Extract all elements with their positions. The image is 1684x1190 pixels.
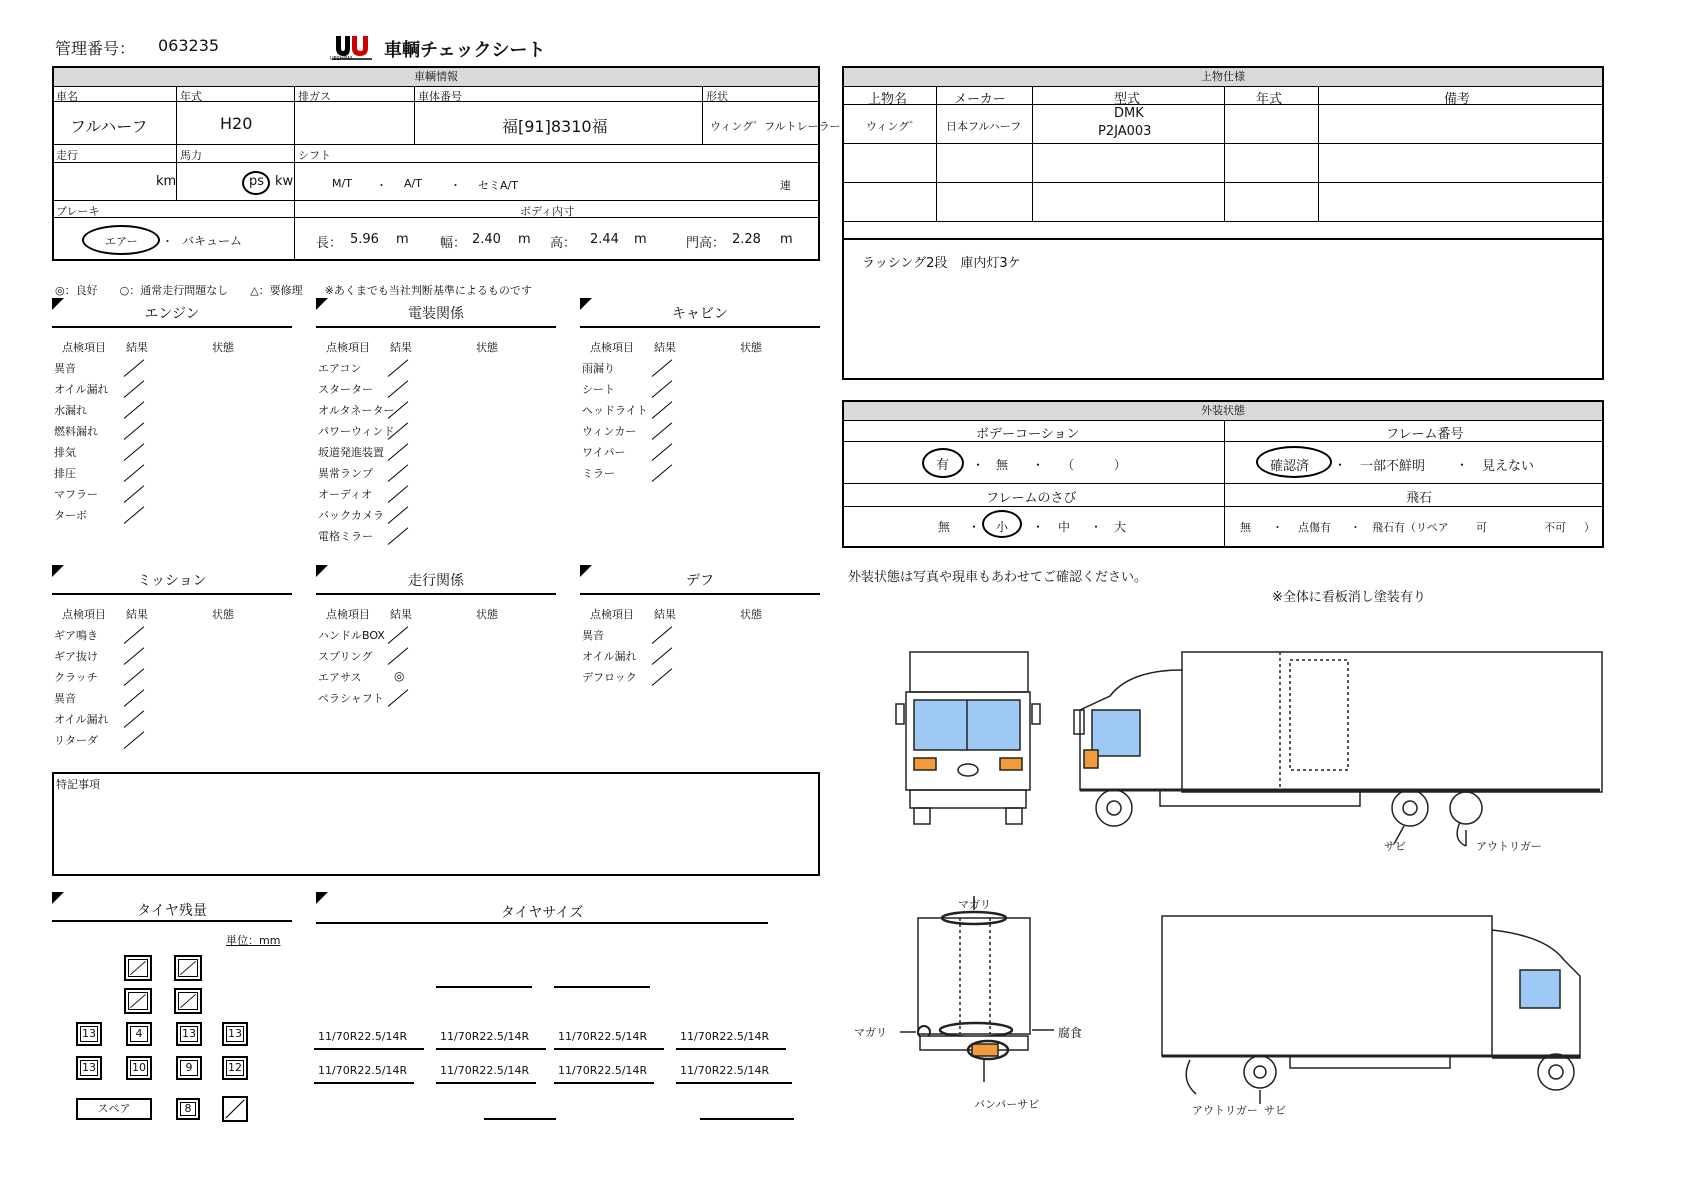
- spare-empty-box: [222, 1096, 248, 1122]
- mission-result-slash: [124, 647, 145, 664]
- tire-empty-box: [124, 988, 152, 1014]
- drive-head-result: 結果: [390, 608, 412, 621]
- value-name: フルハーフ: [70, 117, 148, 136]
- label-year: 年式: [180, 90, 202, 103]
- upper-value-maker: 日本フルハーフ: [946, 120, 1022, 133]
- sheet-title: 車輌チェックシート: [384, 40, 546, 61]
- dim-height: 2.44: [590, 232, 619, 247]
- mission-result-slash: [124, 710, 145, 727]
- electric-item: 異常ランプ: [318, 467, 373, 480]
- tire-remain-box: 13: [76, 1056, 102, 1080]
- label-brake: ブレーキ: [56, 205, 100, 218]
- electric-item: オーディオ: [318, 488, 373, 501]
- electric-result-slash: [388, 527, 409, 544]
- dim-door-height: 2.28: [732, 232, 761, 247]
- upper-spec-box: [842, 66, 1604, 380]
- shift-semi-at: セミA/T: [478, 179, 518, 192]
- tire-remain-box: 13: [222, 1022, 248, 1046]
- diff-item: 異音: [582, 629, 604, 642]
- mission-item: 異音: [54, 692, 76, 705]
- special-title: 特記事項: [56, 778, 100, 791]
- spare-label: スペア: [76, 1098, 152, 1120]
- engine-result-slash: [124, 485, 145, 502]
- diff-result-slash: [652, 647, 673, 664]
- upper-value-model2: P2JA003: [1098, 124, 1152, 139]
- cabin-item: ミラー: [582, 467, 615, 480]
- mission-result-slash: [124, 731, 145, 748]
- engine-result-slash: [124, 464, 145, 481]
- unit-km: km: [156, 174, 177, 189]
- cabin-head-result: 結果: [654, 341, 676, 354]
- tire-remain-title: タイヤ残量: [52, 900, 292, 922]
- engine-head-result: 結果: [126, 341, 148, 354]
- engine-item: 水漏れ: [54, 404, 87, 417]
- label-sabi-1: サビ: [1384, 840, 1406, 853]
- mission-head-state: 状態: [212, 608, 234, 621]
- mgmt-number: 063235: [158, 36, 220, 55]
- mission-item: リターダ: [54, 734, 98, 747]
- label-frame-no: フレーム番号: [1386, 427, 1464, 442]
- electric-head-result: 結果: [390, 341, 412, 354]
- cabin-result-slash: [652, 443, 673, 460]
- tire-size-title: タイヤサイズ: [316, 902, 768, 924]
- engine-result-slash: [124, 401, 145, 418]
- engine-item: 燃料漏れ: [54, 425, 98, 438]
- engine-item: ターボ: [54, 509, 87, 522]
- mission-head-result: 結果: [126, 608, 148, 621]
- upper-head-note: 備考: [1444, 92, 1471, 107]
- tire-size: 11/70R22.5/14R: [680, 1030, 770, 1043]
- upper-head-year: 年式: [1256, 92, 1283, 107]
- tire-remain-box: 9: [176, 1056, 202, 1080]
- cabin-item: ヘッドライト: [582, 404, 648, 417]
- brake-air: エアー: [105, 235, 138, 248]
- mgmt-label: 管理番号：: [55, 39, 136, 58]
- cabin-result-slash: [652, 464, 673, 481]
- mission-result-slash: [124, 626, 145, 643]
- cabin-item: ワイパー: [582, 446, 626, 459]
- mission-head-item: 点検項目: [62, 608, 106, 621]
- value-shape: ウィング゛フルトレーラー: [710, 120, 841, 133]
- label-rust: フレームのさび: [986, 491, 1077, 506]
- electric-title: 電装関係: [316, 304, 556, 328]
- drive-item: エアサス: [318, 671, 362, 684]
- drive-head-state: 状態: [476, 608, 498, 621]
- shift-at: A/T: [404, 177, 422, 190]
- mission-title: ミッション: [52, 571, 292, 595]
- mission-item: オイル漏れ: [54, 713, 109, 726]
- electric-item: オルタネーター: [318, 404, 395, 417]
- tire-size: 11/70R22.5/14R: [318, 1064, 408, 1077]
- drive-head-item: 点検項目: [326, 608, 370, 621]
- upper-note: ラッシング2段 庫内灯3ケ: [862, 256, 1021, 271]
- truck-diagrams: [840, 640, 1660, 1120]
- special-box: [52, 772, 820, 876]
- label-outrigger-2: アウトリガー: [1192, 1104, 1258, 1117]
- label-mileage: 走行: [56, 149, 78, 162]
- shift-mt: M/T: [332, 177, 352, 190]
- electric-item: パワーウィンド: [318, 425, 395, 438]
- label-body-no: 車体番号: [418, 90, 462, 103]
- engine-item: 排圧: [54, 467, 76, 480]
- value-body-no: 福[91]8310福: [502, 117, 608, 136]
- label-outrigger-1: アウトリガー: [1476, 840, 1542, 853]
- label-coating: ボデーコーション: [976, 427, 1080, 442]
- tire-empty-box: [124, 955, 152, 981]
- electric-item: スターター: [318, 383, 373, 396]
- dim-length: 5.96: [350, 232, 379, 247]
- spare-value-box: 8: [176, 1098, 200, 1120]
- label-name: 車名: [56, 90, 78, 103]
- label-sabi-2: サビ: [1264, 1104, 1286, 1117]
- electric-head-state: 状態: [476, 341, 498, 354]
- mission-item: クラッチ: [54, 671, 98, 684]
- tire-remain-box: 13: [76, 1022, 102, 1046]
- drive-result-slash: [388, 626, 409, 643]
- engine-result-slash: [124, 380, 145, 397]
- engine-head-state: 状態: [212, 341, 234, 354]
- diff-item: デフロック: [582, 671, 637, 684]
- mission-result-slash: [124, 689, 145, 706]
- tire-size: 11/70R22.5/14R: [318, 1030, 408, 1043]
- company-logo: UESHIMA: [330, 34, 374, 62]
- tire-remain-box: 4: [126, 1022, 152, 1046]
- tire-remain-box: 13: [176, 1022, 202, 1046]
- label-magari-1: マガリ: [958, 898, 991, 911]
- cabin-item: 雨漏り: [582, 362, 615, 375]
- unit-kw: kw: [275, 174, 294, 189]
- engine-result-slash: [124, 422, 145, 439]
- engine-head-item: 点検項目: [62, 341, 106, 354]
- electric-item: 電格ミラー: [318, 530, 373, 543]
- vehicle-info-title: 車輌情報: [54, 68, 818, 87]
- diff-head-result: 結果: [654, 608, 676, 621]
- exterior-title: 外装状態: [844, 402, 1602, 421]
- electric-head-item: 点検項目: [326, 341, 370, 354]
- brake-vacuum: バキューム: [182, 234, 243, 248]
- electric-result-slash: [388, 506, 409, 523]
- electric-item: 坂道発進装置: [318, 446, 384, 459]
- value-year: H20: [220, 114, 253, 133]
- tire-remain-box: 12: [222, 1056, 248, 1080]
- engine-result-slash: [124, 359, 145, 376]
- cabin-title: キャビン: [580, 304, 820, 328]
- cabin-head-item: 点検項目: [590, 341, 634, 354]
- tire-size: 11/70R22.5/14R: [680, 1064, 770, 1077]
- label-power: 馬力: [180, 149, 202, 162]
- cabin-result-slash: [652, 422, 673, 439]
- engine-item: オイル漏れ: [54, 383, 109, 396]
- electric-result-slash: [388, 464, 409, 481]
- tire-size: 11/70R22.5/14R: [558, 1030, 648, 1043]
- engine-result-slash: [124, 506, 145, 523]
- tire-size: 11/70R22.5/14R: [440, 1064, 530, 1077]
- label-shift: シフト: [298, 149, 331, 162]
- exterior-note: 外装状態は写真や現車もあわせてご確認ください。: [848, 570, 1148, 585]
- electric-result-slash: [388, 380, 409, 397]
- diff-result-slash: [652, 626, 673, 643]
- diff-title: デフ: [580, 571, 820, 595]
- engine-item: 異音: [54, 362, 76, 375]
- diff-result-slash: [652, 668, 673, 685]
- diff-head-state: 状態: [740, 608, 762, 621]
- engine-item: マフラー: [54, 488, 98, 501]
- upper-head-model: 型式: [1114, 92, 1141, 107]
- tire-unit: 単位：mm: [226, 934, 281, 947]
- label-magari-2: マガリ: [854, 1026, 887, 1039]
- tire-size: 11/70R22.5/14R: [440, 1030, 530, 1043]
- label-exhaust: 排ガス: [298, 90, 331, 103]
- drive-airsus-result: ◎: [394, 669, 405, 683]
- label-fushoku: 腐食: [1058, 1026, 1083, 1040]
- electric-result-slash: [388, 443, 409, 460]
- shift-ren: 連: [780, 179, 791, 192]
- paint-note: ※全体に看板消し塗装有り: [1272, 590, 1426, 605]
- mission-result-slash: [124, 668, 145, 685]
- label-shape: 形状: [706, 90, 728, 103]
- cabin-result-slash: [652, 380, 673, 397]
- cabin-item: ウィンカー: [582, 425, 637, 438]
- diff-head-item: 点検項目: [590, 608, 634, 621]
- drive-item: スプリング: [318, 650, 373, 663]
- diff-item: オイル漏れ: [582, 650, 637, 663]
- upper-spec-title: 上物仕様: [844, 68, 1602, 87]
- tire-empty-box: [174, 988, 202, 1014]
- tire-remain-box: 10: [126, 1056, 152, 1080]
- unit-ps: ps: [249, 174, 265, 189]
- upper-head-name: 上物名: [868, 92, 908, 107]
- upper-value-model1: DMK: [1114, 106, 1144, 121]
- tire-size: 11/70R22.5/14R: [558, 1064, 648, 1077]
- label-bumper-sabi: バンパーサビ: [974, 1098, 1040, 1111]
- engine-title: エンジン: [52, 304, 292, 328]
- tire-empty-box: [174, 955, 202, 981]
- cabin-head-state: 状態: [740, 341, 762, 354]
- drive-title: 走行関係: [316, 571, 556, 595]
- mission-item: ギア鳴き: [54, 629, 98, 642]
- upper-value-name: ウィング゛: [866, 120, 921, 133]
- drive-item: ハンドルBOX: [318, 629, 385, 642]
- drive-item: ペラシャフト: [318, 692, 384, 705]
- cabin-result-slash: [652, 401, 673, 418]
- upper-head-maker: メーカー: [954, 92, 1006, 107]
- label-body-inner: ボディ内寸: [520, 205, 575, 218]
- legend: ◎：良好 ○：通常走行問題なし △：要修理 ※あくまでも当社判断基準によるものです: [55, 284, 532, 297]
- electric-item: バックカメラ: [318, 509, 384, 522]
- drive-result-slash: [388, 689, 409, 706]
- electric-result-slash: [388, 485, 409, 502]
- engine-result-slash: [124, 443, 145, 460]
- engine-item: 排気: [54, 446, 76, 459]
- cabin-item: シート: [582, 383, 615, 396]
- electric-item: エアコン: [318, 362, 362, 375]
- label-stone: 飛石: [1406, 491, 1433, 506]
- dim-width: 2.40: [472, 232, 501, 247]
- cabin-result-slash: [652, 359, 673, 376]
- drive-result-slash: [388, 647, 409, 664]
- electric-result-slash: [388, 359, 409, 376]
- mission-item: ギア抜け: [54, 650, 98, 663]
